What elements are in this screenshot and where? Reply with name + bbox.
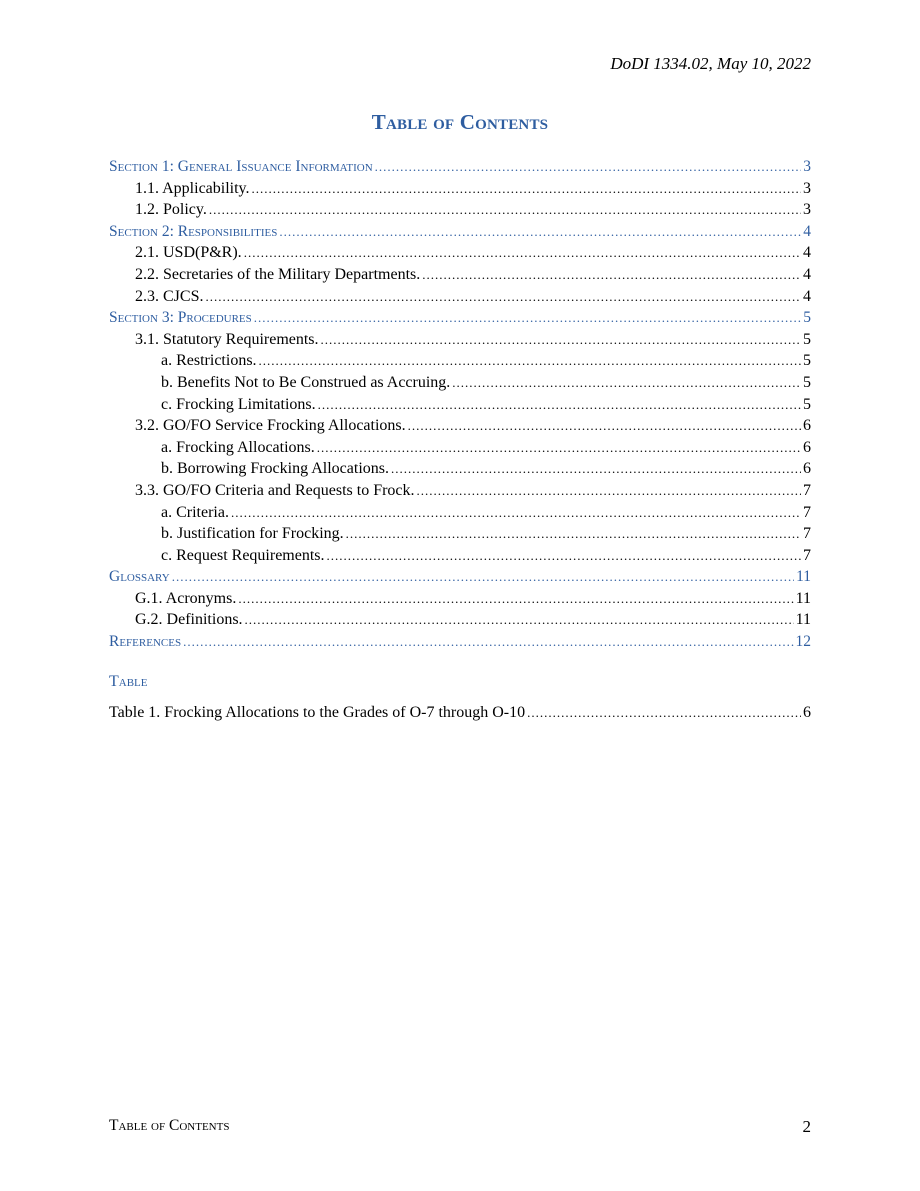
dot-leader — [238, 588, 793, 610]
dot-leader — [327, 545, 801, 567]
dot-leader — [172, 566, 794, 588]
toc-entry-page[interactable]: 11 — [796, 568, 811, 586]
dot-leader — [417, 480, 801, 502]
toc-entry-page[interactable]: 5 — [803, 330, 811, 348]
dot-leader — [245, 609, 794, 631]
toc-entry-label[interactable]: c. Frocking Limitations. — [161, 395, 316, 413]
toc-entry-label[interactable]: 3.3. GO/FO Criteria and Requests to Frock. — [135, 481, 415, 499]
dot-leader — [375, 156, 802, 178]
toc-entry-page[interactable]: 7 — [803, 525, 811, 543]
dot-leader — [254, 307, 801, 329]
toc-entry-label[interactable]: a. Restrictions. — [161, 352, 257, 370]
toc-entry[interactable] — [109, 242, 811, 264]
dot-leader — [317, 437, 801, 459]
toc-entry-label[interactable]: 2.3. CJCS. — [135, 287, 204, 305]
toc-entry[interactable] — [109, 415, 811, 437]
toc-entry[interactable] — [109, 502, 811, 524]
tables-heading: Table — [109, 673, 148, 690]
toc-entry-page[interactable]: 11 — [795, 611, 811, 629]
toc-entry-label[interactable]: Glossary — [109, 568, 170, 586]
document-reference: DoDI 1334.02, May 10, 2022 — [610, 54, 811, 73]
toc-entry-page[interactable]: 4 — [803, 244, 811, 262]
toc-entry-label[interactable]: 3.1. Statutory Requirements. — [135, 330, 319, 348]
toc-entry-page[interactable]: 6 — [803, 417, 811, 435]
toc-entry-label[interactable]: b. Borrowing Frocking Allocations. — [161, 460, 389, 478]
list-of-tables — [109, 702, 811, 724]
dot-leader — [318, 394, 801, 416]
toc-entry-page[interactable]: 5 — [803, 309, 811, 327]
toc-entry-page[interactable]: 5 — [803, 373, 811, 391]
dot-leader — [408, 415, 801, 437]
toc-entry-label[interactable]: 1.1. Applicability. — [135, 179, 250, 197]
toc-entry-label[interactable]: G.1. Acronyms. — [135, 589, 237, 607]
page-title: Table of Contents — [371, 110, 549, 134]
toc-entry-page[interactable]: 7 — [803, 481, 811, 499]
toc-entry[interactable] — [109, 286, 811, 308]
toc-entry-page[interactable]: 3 — [803, 201, 811, 219]
dot-leader — [259, 350, 801, 372]
toc-entry[interactable] — [109, 329, 811, 351]
dot-leader — [452, 372, 801, 394]
toc-entry[interactable] — [109, 523, 811, 545]
toc-entry[interactable] — [109, 480, 811, 502]
toc-entry-label[interactable]: 3.2. GO/FO Service Frocking Allocations. — [135, 417, 406, 435]
toc-section-entry[interactable] — [109, 631, 811, 653]
dot-leader — [422, 264, 801, 286]
toc-entry-label[interactable]: 2.1. USD(P&R). — [135, 244, 242, 262]
toc-entry-label[interactable]: G.2. Definitions. — [135, 611, 243, 629]
toc-entry[interactable] — [109, 394, 811, 416]
toc-entry-label[interactable]: Table 1. Frocking Allocations to the Grades of O-7 through O-10 — [109, 704, 526, 721]
toc-entry-page[interactable]: 12 — [795, 633, 811, 651]
toc-entry[interactable] — [109, 545, 811, 567]
toc-entry-label[interactable]: a. Criteria. — [161, 503, 229, 521]
dot-leader — [252, 178, 801, 200]
dot-leader — [321, 329, 801, 351]
dot-leader — [279, 221, 801, 243]
footer-section-title: Table of Contents — [109, 1117, 230, 1134]
toc-entry-label[interactable]: Section 1: General Issuance Information — [109, 158, 373, 175]
toc-entry[interactable] — [109, 264, 811, 286]
toc-entry-page[interactable]: 6 — [803, 460, 811, 478]
toc-section-entry[interactable] — [109, 156, 811, 178]
toc-entry-label[interactable]: b. Benefits Not to Be Construed as Accruing. — [161, 373, 451, 391]
toc-entry-page[interactable]: 11 — [795, 589, 811, 607]
table-list-entry[interactable] — [109, 702, 811, 724]
toc-entry-page[interactable]: 7 — [803, 546, 811, 564]
toc-entry[interactable] — [109, 458, 811, 480]
dot-leader — [205, 286, 801, 308]
toc-entry-page[interactable]: 6 — [803, 704, 811, 721]
table-of-contents — [109, 156, 811, 653]
toc-entry-page[interactable]: 5 — [803, 395, 811, 413]
toc-entry[interactable] — [109, 609, 811, 631]
toc-entry-page[interactable]: 7 — [803, 503, 811, 521]
toc-entry-page[interactable]: 3 — [803, 179, 811, 197]
dot-leader — [527, 702, 801, 724]
toc-section-entry[interactable] — [109, 221, 811, 243]
toc-entry[interactable] — [109, 350, 811, 372]
toc-entry[interactable] — [109, 199, 811, 221]
toc-entry-label[interactable]: a. Frocking Allocations. — [161, 438, 315, 456]
dot-leader — [244, 242, 801, 264]
dot-leader — [231, 502, 801, 524]
toc-entry-label[interactable]: b. Justification for Frocking. — [161, 525, 344, 543]
toc-entry-label[interactable]: c. Request Requirements. — [161, 546, 325, 564]
toc-entry-label[interactable]: Section 2: Responsibilities — [109, 222, 278, 240]
dot-leader — [391, 458, 801, 480]
toc-entry[interactable] — [109, 437, 811, 459]
toc-entry[interactable] — [109, 588, 811, 610]
toc-entry-page[interactable]: 6 — [803, 438, 811, 456]
toc-section-entry[interactable] — [109, 566, 811, 588]
toc-entry-label[interactable]: References — [109, 633, 182, 651]
toc-entry-label[interactable]: 1.2. Policy. — [135, 201, 207, 219]
toc-entry-page[interactable]: 4 — [803, 287, 811, 305]
dot-leader — [209, 199, 801, 221]
toc-entry-label[interactable]: 2.2. Secretaries of the Military Departments. — [135, 265, 421, 283]
dot-leader — [346, 523, 801, 545]
toc-entry[interactable] — [109, 178, 811, 200]
dot-leader — [183, 631, 793, 653]
footer-page-number: 2 — [802, 1117, 811, 1136]
toc-entry-page[interactable]: 4 — [803, 222, 811, 240]
toc-entry-page[interactable]: 4 — [803, 265, 811, 283]
toc-section-entry[interactable] — [109, 307, 811, 329]
toc-entry-page[interactable]: 3 — [803, 158, 811, 175]
toc-entry-page[interactable]: 5 — [803, 352, 811, 370]
toc-entry[interactable] — [109, 372, 811, 394]
toc-entry-label[interactable]: Section 3: Procedures — [109, 309, 252, 327]
